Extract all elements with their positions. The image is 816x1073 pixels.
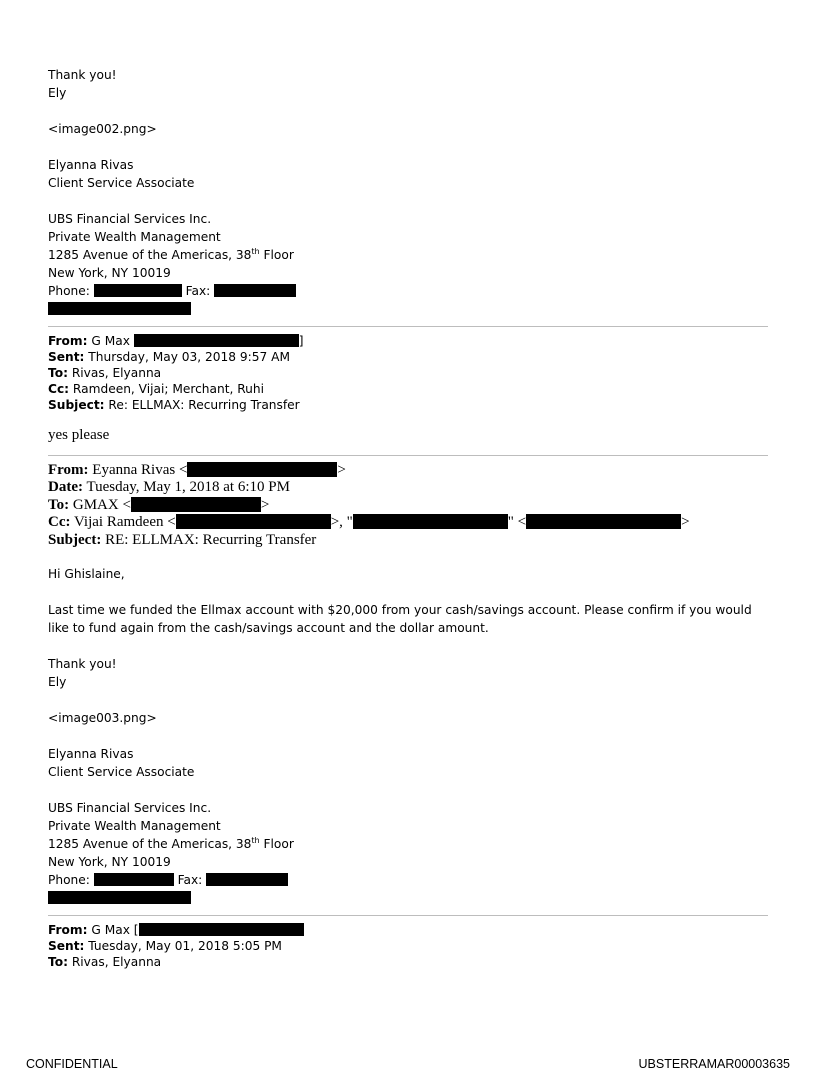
redaction-bar: [48, 302, 191, 315]
address-line: [48, 246, 768, 264]
to-row: To: GMAX < >: [48, 496, 270, 513]
redaction-bar: [94, 873, 174, 886]
redaction-bar: [48, 891, 191, 904]
cc-row: Cc: Vijai Ramdeen < >, " " < >: [48, 514, 690, 530]
from-row: From: G Max ]: [48, 334, 304, 348]
sender-role: Client Service Associate: [48, 765, 195, 779]
email-line: [48, 889, 768, 907]
redaction-bar: [131, 497, 261, 512]
date-value: Tuesday, May 1, 2018 at 6:10 PM: [86, 479, 290, 495]
sent-label: Sent:: [48, 939, 85, 953]
address-text: 1285 Avenue of the Americas, 38: [48, 248, 252, 262]
message-header-1: [48, 333, 768, 413]
phone-label: Phone:: [48, 873, 90, 887]
fax-label: Fax:: [177, 873, 203, 887]
redaction-bar: [94, 284, 182, 297]
company-name: UBS Financial Services Inc.: [48, 801, 212, 815]
email-line: [48, 300, 768, 318]
from-value: G Max [: [91, 923, 139, 937]
to-label: To:: [48, 366, 68, 380]
to-label: To:: [48, 955, 68, 969]
division-name: Private Wealth Management: [48, 819, 221, 833]
image-placeholder: <image003.png>: [48, 711, 157, 725]
greeting-text: Hi Ghislaine,: [48, 567, 125, 581]
sender-role: Client Service Associate: [48, 176, 195, 190]
division-name: Private Wealth Management: [48, 230, 221, 244]
divider: [48, 915, 768, 916]
subject-label: Subject:: [48, 531, 102, 548]
address-floor: Floor: [259, 837, 294, 851]
address-line: [48, 835, 768, 853]
image-placeholder: <image002.png>: [48, 122, 157, 136]
from-value: G Max: [91, 334, 130, 348]
from-label: From:: [48, 461, 89, 478]
address-superscript: th: [251, 836, 260, 845]
city-line: New York, NY 10019: [48, 266, 171, 280]
date-label: Date:: [48, 479, 83, 495]
company-name: UBS Financial Services Inc.: [48, 212, 212, 226]
redaction-bar: [134, 334, 299, 347]
confidential-footer: CONFIDENTIAL: [26, 1057, 118, 1071]
email-thread: [48, 66, 768, 970]
to-row: [48, 365, 768, 381]
from-row: [48, 922, 768, 938]
subject-value: Re: ELLMAX: Recurring Transfer: [108, 398, 300, 412]
from-label: From:: [48, 334, 88, 348]
divider: [48, 455, 768, 456]
contact-line: [48, 282, 768, 300]
redaction-bar: [176, 514, 331, 529]
subject-row: [48, 532, 768, 550]
cc-row: [48, 381, 768, 397]
date-row: [48, 479, 768, 497]
from-value: Eyanna Rivas <: [92, 461, 188, 478]
to-value: Rivas, Elyanna: [71, 955, 162, 969]
to-value: Rivas, Elyanna: [71, 366, 162, 380]
message-header-3: [48, 922, 768, 970]
from-label: From:: [48, 923, 88, 937]
sent-label: Sent:: [48, 350, 85, 364]
redaction-bar: [139, 923, 304, 936]
thanks-text: Thank you!: [48, 68, 117, 82]
to-row: [48, 954, 768, 970]
address-floor: Floor: [259, 248, 294, 262]
divider: [48, 326, 768, 327]
sender-name: Elyanna Rivas: [48, 158, 134, 172]
address-superscript: th: [251, 247, 260, 256]
redaction-bar: [187, 462, 337, 477]
thanks-text: Thank you!: [48, 657, 117, 671]
signoff-name: Ely: [48, 86, 67, 100]
cc-label: Cc:: [48, 382, 70, 396]
to-value: GMAX <: [72, 496, 131, 513]
message-body-1: [48, 427, 768, 445]
cc-label: Cc:: [48, 514, 71, 530]
message-header-2: [48, 462, 768, 550]
sent-row: [48, 938, 768, 954]
to-label: To:: [48, 496, 70, 513]
signoff-name: Ely: [48, 675, 67, 689]
body-paragraph: Last time we funded the Ellmax account with $20,000 from your cash/savings account. Please confirm if you would like to fund again from the cash/savings account and the dollar amount.: [48, 603, 752, 635]
sent-value: Tuesday, May 01, 2018 5:05 PM: [88, 939, 282, 953]
message-body-2: [48, 565, 768, 907]
bates-number: UBSTERRAMAR00003635: [638, 1057, 790, 1071]
body-text: yes please: [48, 427, 110, 443]
cc-value: Vijai Ramdeen <: [73, 514, 176, 530]
cc-value: Ramdeen, Vijai; Merchant, Ruhi: [72, 382, 264, 396]
city-line: New York, NY 10019: [48, 855, 171, 869]
redaction-bar: [526, 514, 681, 529]
subject-label: Subject:: [48, 398, 105, 412]
signature-block-1: [48, 66, 768, 318]
phone-label: Phone:: [48, 284, 90, 298]
subject-row: [48, 397, 768, 413]
address-text: 1285 Avenue of the Americas, 38: [48, 837, 252, 851]
subject-value: RE: ELLMAX: Recurring Transfer: [105, 531, 317, 548]
sender-name: Elyanna Rivas: [48, 747, 134, 761]
redaction-bar: [353, 514, 508, 529]
redaction-bar: [214, 284, 296, 297]
sent-value: Thursday, May 03, 2018 9:57 AM: [88, 350, 291, 364]
contact-line: [48, 871, 768, 889]
redaction-bar: [206, 873, 288, 886]
sent-row: [48, 349, 768, 365]
fax-label: Fax:: [185, 284, 211, 298]
from-row: From: Eyanna Rivas < >: [48, 461, 346, 478]
